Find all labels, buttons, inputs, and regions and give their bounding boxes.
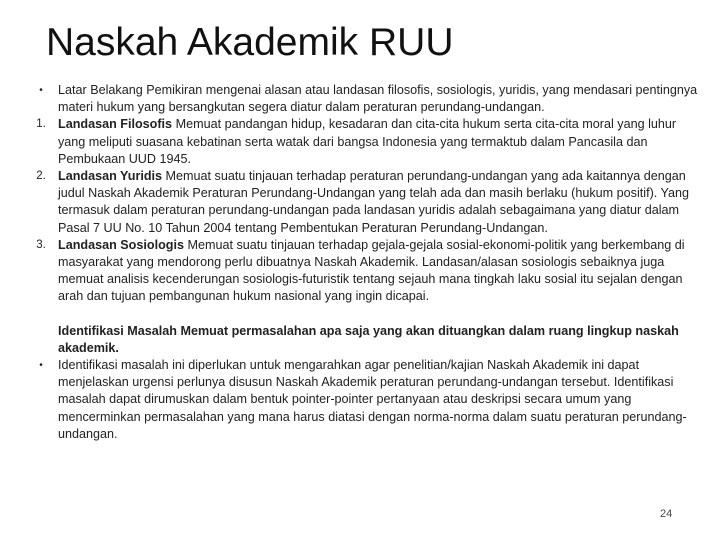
list-item-text [58,237,700,306]
number-marker: 1. [36,118,46,131]
spacer [24,306,700,323]
list-item-heading: Identifikasi Masalah Memuat permasalahan apa saja yang akan dituangkan dalam ruang lingkup naskah akademik. [58,323,679,355]
bullet-marker: • [39,359,43,371]
list-item-body: Memuat suatu tinjauan terhadap gejala-gejala sosial-ekonomi-politik yang berkembang di masyarakat yang mendorong perlu dibuatnya Naskah Akademik. Landasan/alasan sosiologis sebaiknya juga memuat analisis kecenderungan sosiologis-futuristik tentang sejauh mana tingkah laku sosial itu sejalan dengan arah dan tujuan pembangunan hukum nasional yang ingin dicapai. [58,237,685,304]
number-marker: 3. [36,238,46,251]
list-item-landasan-sosiologis [24,237,700,306]
list-item-text [58,116,700,168]
list-item-latar-belakang [24,82,700,116]
list-item-landasan-yuridis [24,168,700,237]
list-item-body: Memuat suatu tinjauan terhadap peraturan perundang-undangan yang ada kaitannya dengan judul Naskah Akademik Peraturan Perundang-Undangan yang telah ada dan masih berlaku (hukum positif). Yang termasuk dalam peraturan perundang-undangan pada landasan yuridis adalah sebagaimana yang diatur dalam Pasal 7 UU No. 10 Tahun 2004 tentang Pembentukan Peraturan Perundang-Undangan. [58,169,690,235]
bullet-marker: • [39,85,43,96]
list-item-text [58,323,700,443]
number-marker: 2. [36,170,46,183]
list-item-body: Identifikasi masalah ini diperlukan untuk mengarahkan agar penelitian/kajian Naskah Akademik ini dapat menjelaskan urgensi perlunya disusun Naskah Akademik peraturan perundang-undangan tersebut. Identifikasi masalah dapat dirumuskan dalam bentuk pointer-pointer pertanyaan atau deskripsi secara umum yang mencerminkan permasalahan yang mana harus diatasi dengan norma-norma dalam suatu peraturan perundang-undangan. [58,358,687,441]
list-item-body: Memuat pandangan hidup, kesadaran dan cita-cita hukum serta cita-cita moral yang luhur yang meliputi suasana kebatinan serta watak dari bangsa Indonesia yang termaktub dalam Pancasila dan Pembukaan UUD 1945. [58,117,677,166]
slide-content [24,82,700,443]
page-number: 24 [660,508,673,520]
list-item-landasan-filosofis [24,116,700,168]
list-item-heading: Landasan Sosiologis [58,237,184,252]
list-item-text: Latar Belakang Pemikiran mengenai alasan atau landasan filosofis, sosiologis, yuridis, yang mendasari pentingnya materi hukum yang bersangkutan segera diatur dalam peraturan perundang-undangan. [58,83,698,115]
slide-title: Naskah Akademik RUU [46,21,454,64]
list-item-identifikasi-masalah [24,323,700,443]
list-item-heading: Landasan Yuridis [58,169,163,184]
list-item-text [58,168,700,237]
list-item-heading: Landasan Filosofis [58,117,173,132]
